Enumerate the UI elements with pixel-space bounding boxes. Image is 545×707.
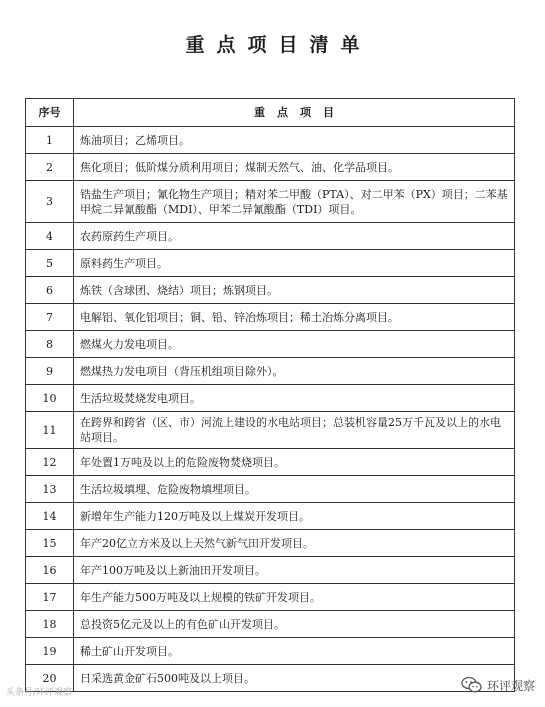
table-row bbox=[26, 277, 515, 304]
row-number: 15 bbox=[26, 530, 74, 557]
row-project: 新增年生产能力120万吨及以上煤炭开发项目。 bbox=[74, 503, 515, 530]
watermark-right bbox=[461, 676, 535, 694]
table-row bbox=[26, 181, 515, 223]
table-row bbox=[26, 584, 515, 611]
table-row bbox=[26, 665, 515, 692]
row-project: 总投资5亿元及以上的有色矿山开发项目。 bbox=[74, 611, 515, 638]
row-number: 12 bbox=[26, 449, 74, 476]
row-number: 5 bbox=[26, 250, 74, 277]
row-number: 9 bbox=[26, 358, 74, 385]
row-number: 20 bbox=[26, 665, 74, 692]
row-number: 14 bbox=[26, 503, 74, 530]
row-number: 7 bbox=[26, 304, 74, 331]
row-number: 3 bbox=[26, 181, 74, 223]
row-number: 19 bbox=[26, 638, 74, 665]
page-title: 重点项目清单 bbox=[185, 34, 372, 56]
row-number: 17 bbox=[26, 584, 74, 611]
table-row bbox=[26, 250, 515, 277]
table-row bbox=[26, 358, 515, 385]
table-row bbox=[26, 412, 515, 449]
project-list-table bbox=[25, 98, 515, 692]
table-row bbox=[26, 476, 515, 503]
row-project: 燃煤火力发电项目。 bbox=[74, 331, 515, 358]
row-project: 生活垃圾填埋、危险废物填埋项目。 bbox=[74, 476, 515, 503]
row-number: 6 bbox=[26, 277, 74, 304]
table-row bbox=[26, 223, 515, 250]
header-key-project: 重点项目 bbox=[74, 99, 515, 127]
row-project: 年产20亿立方米及以上天然气新气田开发项目。 bbox=[74, 530, 515, 557]
row-project: 原料药生产项目。 bbox=[74, 250, 515, 277]
wechat-icon bbox=[461, 676, 483, 694]
row-project: 炼油项目；乙烯项目。 bbox=[74, 127, 515, 154]
table-row bbox=[26, 331, 515, 358]
row-project: 燃煤热力发电项目（背压机组项目除外）。 bbox=[74, 358, 515, 385]
watermark-left: 头条号/环评观察 bbox=[6, 688, 73, 698]
table-row bbox=[26, 503, 515, 530]
row-number: 2 bbox=[26, 154, 74, 181]
table-row bbox=[26, 127, 515, 154]
row-project: 农药原药生产项目。 bbox=[74, 223, 515, 250]
table-row bbox=[26, 449, 515, 476]
table-row bbox=[26, 611, 515, 638]
row-project: 日采选黄金矿石500吨及以上项目。 bbox=[74, 665, 515, 692]
row-number: 11 bbox=[26, 412, 74, 449]
table-header-row bbox=[26, 99, 515, 127]
row-number: 18 bbox=[26, 611, 74, 638]
row-number: 16 bbox=[26, 557, 74, 584]
row-project: 锆盐生产项目；氰化物生产项目；精对苯二甲酸（PTA）、对二甲苯（PX）项目；二苯基甲烷二异氰酸酯（MDI）、甲苯二异氰酸酯（TDI）项目。 bbox=[74, 181, 515, 223]
row-number: 1 bbox=[26, 127, 74, 154]
watermark-right-label: 环评观察 bbox=[486, 678, 535, 693]
row-project: 年生产能力500万吨及以上规模的铁矿开发项目。 bbox=[74, 584, 515, 611]
row-project: 焦化项目；低阶煤分质利用项目；煤制天然气、油、化学品项目。 bbox=[74, 154, 515, 181]
row-number: 13 bbox=[26, 476, 74, 503]
row-number: 4 bbox=[26, 223, 74, 250]
table-row bbox=[26, 638, 515, 665]
header-serial-number: 序号 bbox=[26, 99, 74, 127]
row-number: 8 bbox=[26, 331, 74, 358]
table-row bbox=[26, 154, 515, 181]
row-project: 稀土矿山开发项目。 bbox=[74, 638, 515, 665]
row-project: 在跨界和跨省（区、市）河流上建设的水电站项目；总装机容量25万千瓦及以上的水电站项目。 bbox=[74, 412, 515, 449]
row-project: 电解铝、氧化铝项目；铜、铅、锌冶炼项目；稀土冶炼分离项目。 bbox=[74, 304, 515, 331]
table-row bbox=[26, 385, 515, 412]
row-project: 年处置1万吨及以上的危险废物焚烧项目。 bbox=[74, 449, 515, 476]
table-row bbox=[26, 530, 515, 557]
row-project: 生活垃圾焚烧发电项目。 bbox=[74, 385, 515, 412]
row-number: 10 bbox=[26, 385, 74, 412]
table-row bbox=[26, 557, 515, 584]
row-project: 炼铁（含球团、烧结）项目；炼钢项目。 bbox=[74, 277, 515, 304]
row-project: 年产100万吨及以上新油田开发项目。 bbox=[74, 557, 515, 584]
table-row bbox=[26, 304, 515, 331]
